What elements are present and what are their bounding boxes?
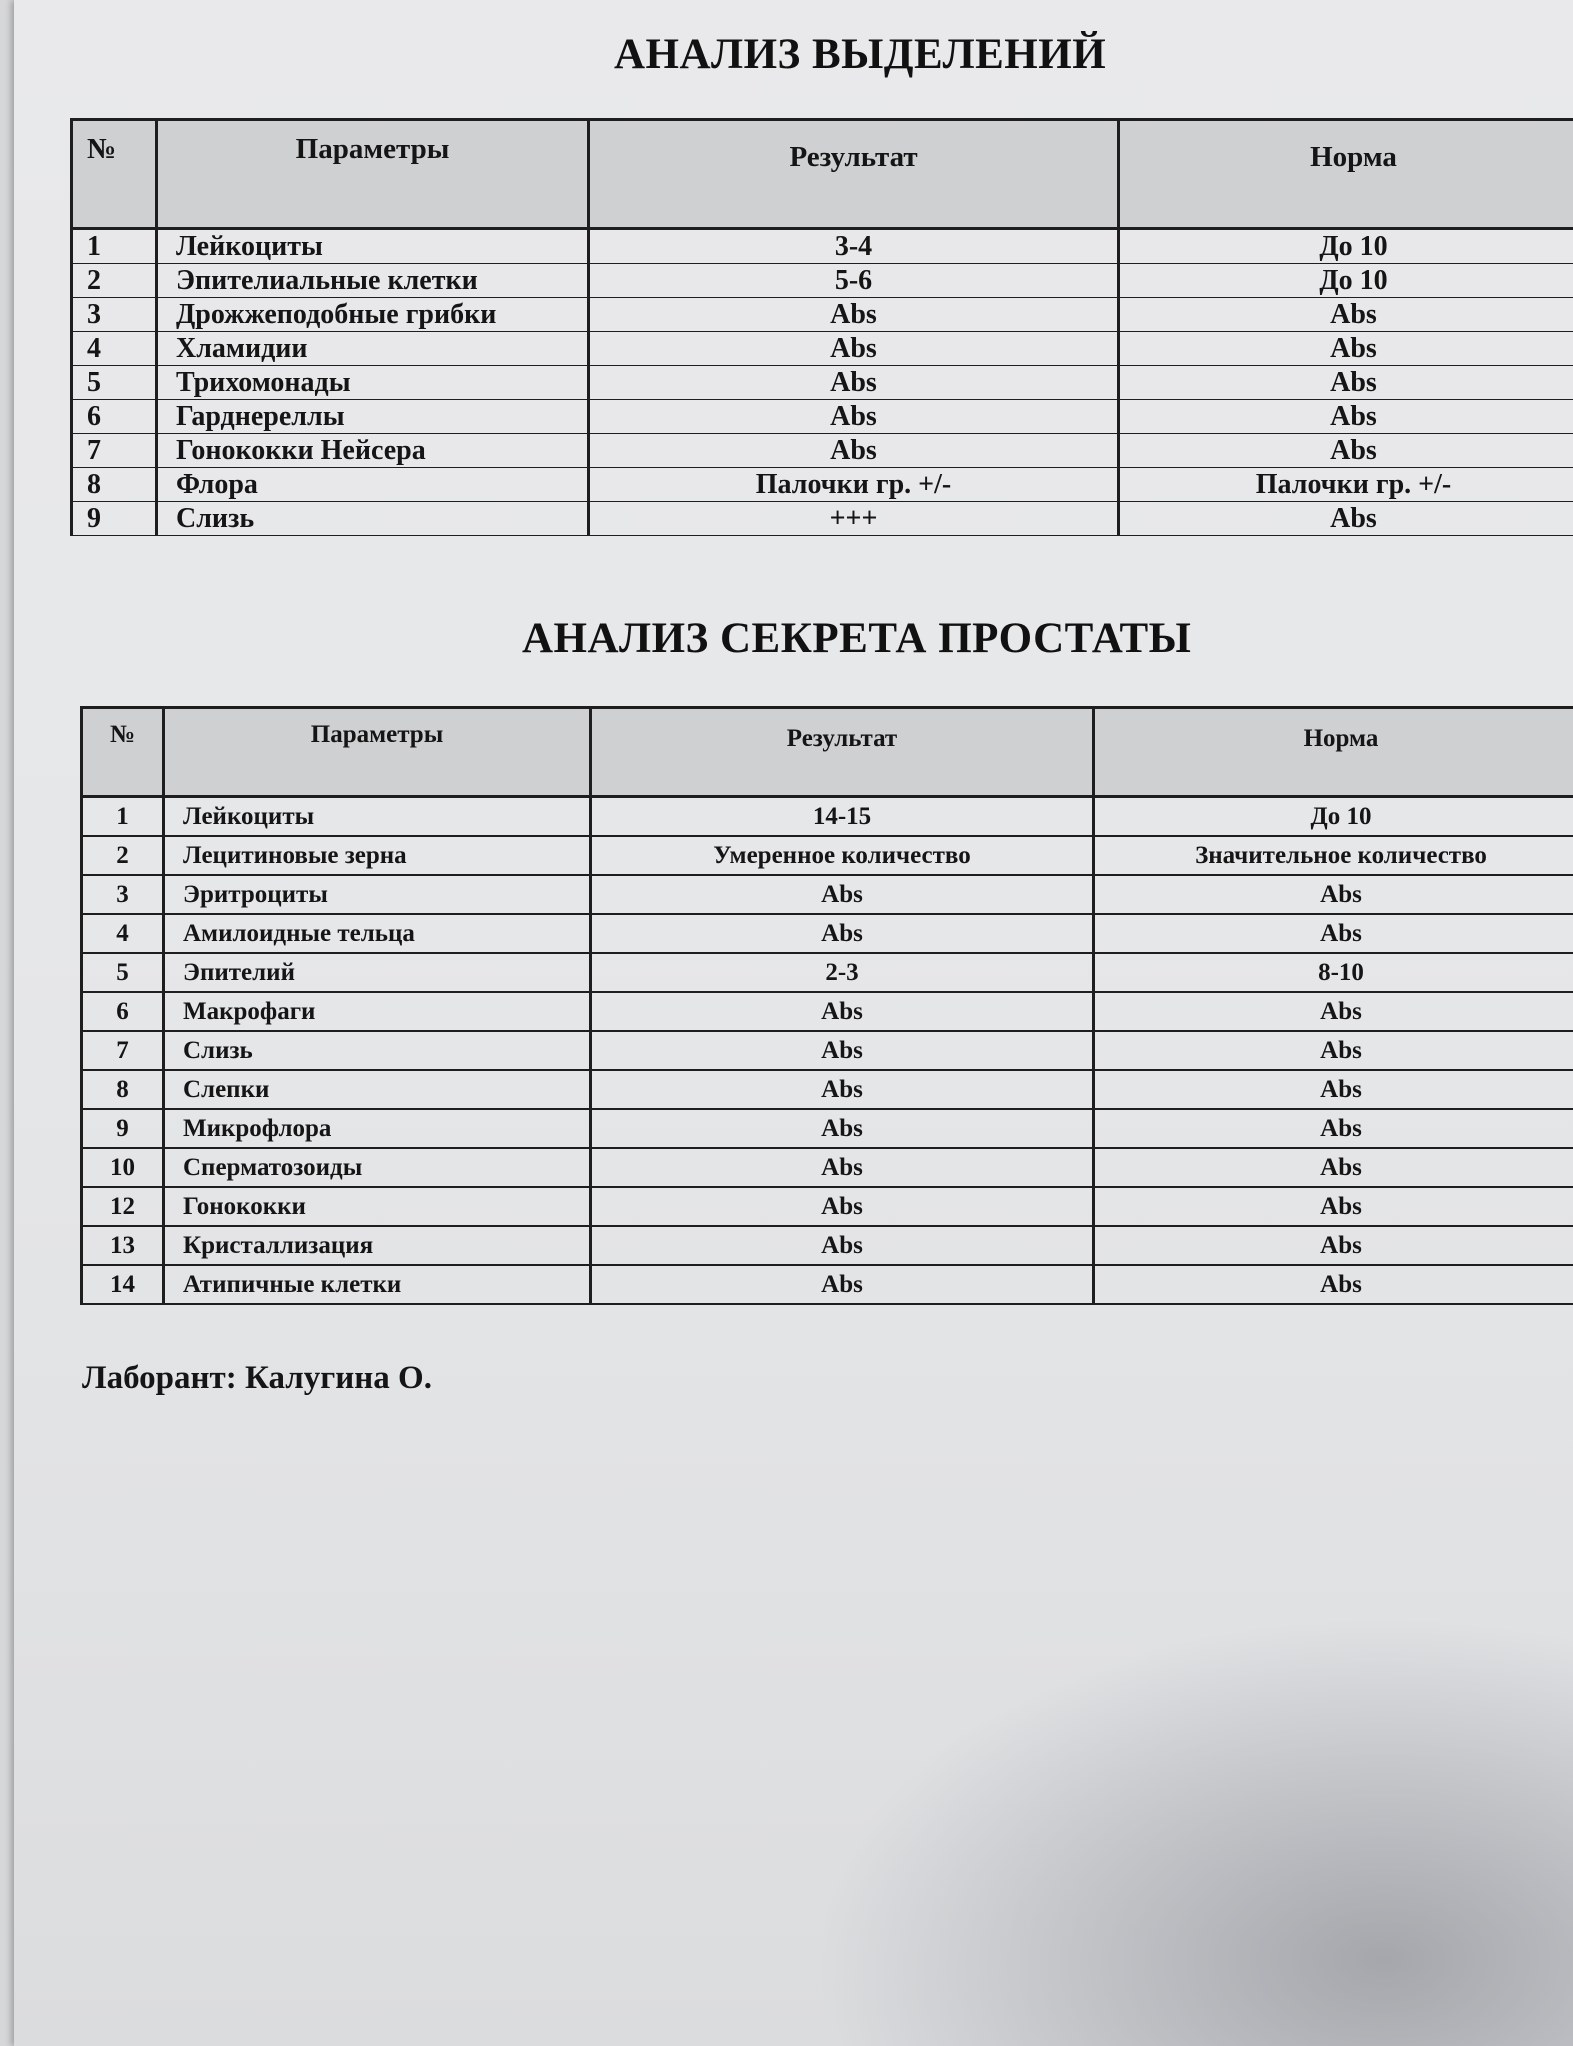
row-number: 7 bbox=[82, 1031, 164, 1070]
row-parameter: Слизь bbox=[157, 502, 589, 536]
row-parameter: Эпителиальные клетки bbox=[157, 264, 589, 298]
prostate-secretion-table bbox=[80, 706, 1573, 1305]
row-norm: Палочки гр. +/- bbox=[1119, 468, 1573, 502]
table-row bbox=[72, 434, 1573, 468]
row-number: 10 bbox=[82, 1148, 164, 1187]
header-param: Параметры bbox=[157, 120, 589, 229]
row-number: 3 bbox=[82, 875, 164, 914]
header-result: Результат bbox=[589, 120, 1119, 229]
row-norm: Abs bbox=[1119, 366, 1573, 400]
row-parameter: Лейкоциты bbox=[157, 229, 589, 264]
table-header-row bbox=[82, 708, 1573, 797]
table-row bbox=[82, 1148, 1573, 1187]
row-result: Abs bbox=[591, 875, 1094, 914]
table-row bbox=[82, 953, 1573, 992]
header-param: Параметры bbox=[164, 708, 591, 797]
row-norm: Abs bbox=[1119, 502, 1573, 536]
table-row bbox=[72, 229, 1573, 264]
table-row bbox=[82, 992, 1573, 1031]
row-norm: Abs bbox=[1094, 1148, 1573, 1187]
discharge-analysis-table bbox=[70, 118, 1573, 536]
row-result: Abs bbox=[591, 1187, 1094, 1226]
row-norm: Abs bbox=[1094, 992, 1573, 1031]
row-parameter: Слепки bbox=[164, 1070, 591, 1109]
row-result: Abs bbox=[591, 914, 1094, 953]
row-number: 8 bbox=[82, 1070, 164, 1109]
row-parameter: Дрожжеподобные грибки bbox=[157, 298, 589, 332]
header-norm: Норма bbox=[1094, 708, 1573, 797]
row-number: 9 bbox=[82, 1109, 164, 1148]
photo-shadow bbox=[813, 1616, 1573, 2046]
table-row bbox=[72, 468, 1573, 502]
row-result: Умеренное количество bbox=[591, 836, 1094, 875]
row-parameter: Кристаллизация bbox=[164, 1226, 591, 1265]
table-row bbox=[72, 298, 1573, 332]
row-number: 12 bbox=[82, 1187, 164, 1226]
header-result: Результат bbox=[591, 708, 1094, 797]
row-norm: Abs bbox=[1119, 400, 1573, 434]
row-norm: Abs bbox=[1094, 1187, 1573, 1226]
table-row bbox=[82, 914, 1573, 953]
row-norm: До 10 bbox=[1119, 264, 1573, 298]
table-row bbox=[82, 1187, 1573, 1226]
row-parameter: Трихомонады bbox=[157, 366, 589, 400]
row-number: 5 bbox=[82, 953, 164, 992]
row-parameter: Лецитиновые зерна bbox=[164, 836, 591, 875]
row-number: 2 bbox=[72, 264, 157, 298]
table-row bbox=[82, 1031, 1573, 1070]
row-result: Abs bbox=[591, 1031, 1094, 1070]
row-norm: Abs bbox=[1094, 1226, 1573, 1265]
row-number: 5 bbox=[72, 366, 157, 400]
row-result: Abs bbox=[591, 1070, 1094, 1109]
row-number: 2 bbox=[82, 836, 164, 875]
row-result: 3-4 bbox=[589, 229, 1119, 264]
row-result: Abs bbox=[589, 400, 1119, 434]
table-header-row bbox=[72, 120, 1573, 229]
row-parameter: Эритроциты bbox=[164, 875, 591, 914]
row-result: 2-3 bbox=[591, 953, 1094, 992]
row-number: 9 bbox=[72, 502, 157, 536]
table-row bbox=[72, 264, 1573, 298]
row-norm: До 10 bbox=[1119, 229, 1573, 264]
row-norm: Abs bbox=[1119, 434, 1573, 468]
row-norm: Abs bbox=[1119, 332, 1573, 366]
paper-sheet bbox=[14, 0, 1573, 2046]
row-number: 6 bbox=[82, 992, 164, 1031]
row-number: 4 bbox=[72, 332, 157, 366]
table-row bbox=[82, 1226, 1573, 1265]
table-row bbox=[72, 502, 1573, 536]
row-result: 14-15 bbox=[591, 797, 1094, 837]
table-row bbox=[72, 366, 1573, 400]
row-parameter: Эпителий bbox=[164, 953, 591, 992]
row-number: 1 bbox=[82, 797, 164, 837]
row-parameter: Сперматозоиды bbox=[164, 1148, 591, 1187]
row-norm: Abs bbox=[1094, 875, 1573, 914]
row-result: Abs bbox=[591, 1109, 1094, 1148]
row-parameter: Гарднереллы bbox=[157, 400, 589, 434]
row-norm: 8-10 bbox=[1094, 953, 1573, 992]
row-parameter: Гонококки bbox=[164, 1187, 591, 1226]
row-norm: Abs bbox=[1119, 298, 1573, 332]
row-norm: Abs bbox=[1094, 1109, 1573, 1148]
row-number: 14 bbox=[82, 1265, 164, 1304]
row-result: Abs bbox=[589, 434, 1119, 468]
table-row bbox=[72, 400, 1573, 434]
row-number: 8 bbox=[72, 468, 157, 502]
row-parameter: Лейкоциты bbox=[164, 797, 591, 837]
row-result: Abs bbox=[591, 1226, 1094, 1265]
table-row bbox=[82, 875, 1573, 914]
table-row bbox=[82, 836, 1573, 875]
row-parameter: Атипичные клетки bbox=[164, 1265, 591, 1304]
row-parameter: Хламидии bbox=[157, 332, 589, 366]
discharge-analysis-title: АНАЛИЗ ВЫДЕЛЕНИЙ bbox=[614, 31, 1107, 78]
row-result: Палочки гр. +/- bbox=[589, 468, 1119, 502]
row-result: Abs bbox=[589, 366, 1119, 400]
row-parameter: Амилоидные тельца bbox=[164, 914, 591, 953]
row-parameter: Слизь bbox=[164, 1031, 591, 1070]
row-result: Abs bbox=[589, 298, 1119, 332]
row-parameter: Макрофаги bbox=[164, 992, 591, 1031]
row-norm: Abs bbox=[1094, 1265, 1573, 1304]
table-row bbox=[82, 1109, 1573, 1148]
row-result: 5-6 bbox=[589, 264, 1119, 298]
row-parameter: Микрофлора bbox=[164, 1109, 591, 1148]
header-num: № bbox=[72, 120, 157, 229]
header-num: № bbox=[82, 708, 164, 797]
row-norm: Abs bbox=[1094, 914, 1573, 953]
row-result: Abs bbox=[591, 1265, 1094, 1304]
row-result: Abs bbox=[591, 1148, 1094, 1187]
row-parameter: Флора bbox=[157, 468, 589, 502]
row-norm: Значительное количество bbox=[1094, 836, 1573, 875]
row-norm: Abs bbox=[1094, 1070, 1573, 1109]
row-result: Abs bbox=[589, 332, 1119, 366]
row-result: +++ bbox=[589, 502, 1119, 536]
row-parameter: Гонококки Нейсера bbox=[157, 434, 589, 468]
row-number: 6 bbox=[72, 400, 157, 434]
table-row bbox=[82, 1265, 1573, 1304]
row-number: 3 bbox=[72, 298, 157, 332]
table-row bbox=[82, 797, 1573, 837]
row-result: Abs bbox=[591, 992, 1094, 1031]
row-number: 1 bbox=[72, 229, 157, 264]
row-norm: До 10 bbox=[1094, 797, 1573, 837]
row-number: 4 bbox=[82, 914, 164, 953]
row-norm: Abs bbox=[1094, 1031, 1573, 1070]
table-row bbox=[72, 332, 1573, 366]
table-row bbox=[82, 1070, 1573, 1109]
row-number: 7 bbox=[72, 434, 157, 468]
lab-assistant-signature: Лаборант: Калугина О. bbox=[82, 1360, 432, 1396]
prostate-secretion-title: АНАЛИЗ СЕКРЕТА ПРОСТАТЫ bbox=[522, 615, 1192, 662]
row-number: 13 bbox=[82, 1226, 164, 1265]
header-norm: Норма bbox=[1119, 120, 1573, 229]
